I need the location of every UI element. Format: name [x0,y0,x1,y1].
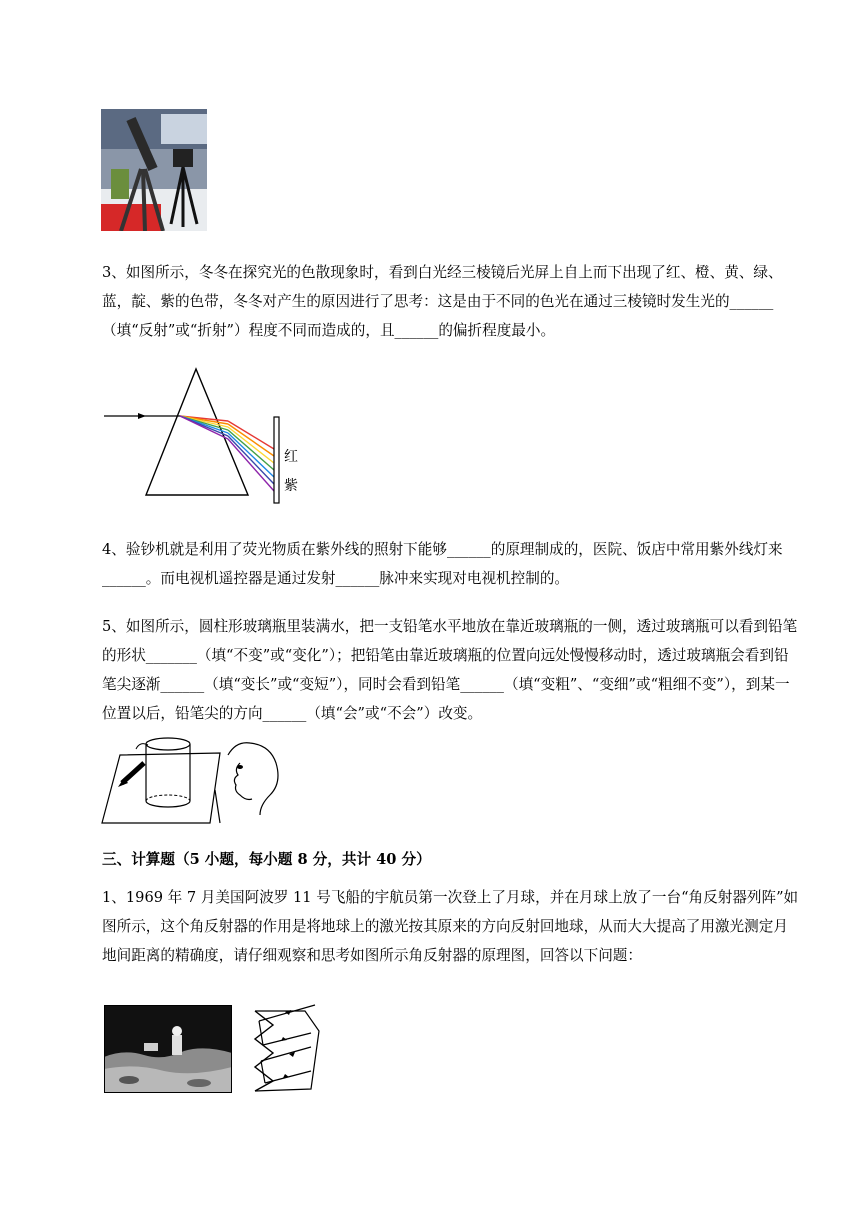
calc-question-1-text: 1、1969 年 7 月美国阿波罗 11 号飞船的宇航员第一次登上了月球，并在月球上放了一台“角反射器列阵”如图所示，这个角反射器的作用是将地球上的激光按其原来的方向反射回地球，从而大大提高了用激光测定月地间距离的精确度，请仔细观察和思考如图所示角反射器的原理图，回答以下问题： [102,889,799,964]
telescope-illustration [101,109,207,231]
pencil-glass-figure [100,735,300,830]
moon-surface-illustration [104,1005,232,1093]
question-5-text: 5、如图所示，圆柱形玻璃瓶里装满水，把一支铅笔水平地放在靠近玻璃瓶的一侧，透过玻璃瓶可以看到铅笔的形状_______（填“不变”或“变化”）；把铅笔由靠近玻璃瓶的位置向远处慢慢移动时，透过玻璃瓶会看到铅笔尖逐渐______（填“变长”或“变短”），同时会看到铅笔______（填“变粗”、“变细”或“粗细不变”），到某一位置以后，铅笔尖的方向______（填“会”或“不会”）改变。 [102,618,798,722]
section-3-heading: 三、计算题（5 小题，每小题 8 分，共计 40 分） [102,851,431,868]
pencil-glass-diagram [100,735,300,830]
spectrum-rays [180,416,274,491]
corner-reflector-figure [245,1003,325,1095]
question-4-text: 4、验钞机就是利用了荧光物质在紫外线的照射下能够______的原理制成的，医院、饭店中常用紫外线灯来______。而电视机遥控器是通过发射______脉冲来实现对电视机控制的。 [102,541,783,587]
moon-photo [104,1005,232,1093]
prism-figure [100,365,310,507]
spectrum-ray-outside [228,436,274,484]
prism-diagram [100,365,310,507]
telescope-photo [101,109,207,231]
label-red: 红 [284,449,298,465]
corner-reflector-diagram [245,1003,325,1095]
label-purple: 紫 [284,478,298,494]
question-3-text: 3、如图所示，冬冬在探究光的色散现象时，看到白光经三棱镜后光屏上自上而下出现了红、橙、黄、绿、蓝，靛、紫的色带，冬冬对产生的原因进行了思考：这是由于不同的色光在通过三棱镜时发生光的______（填“反射”或“折射”）程度不同而造成的，且______的偏折程度最小。 [102,264,783,339]
